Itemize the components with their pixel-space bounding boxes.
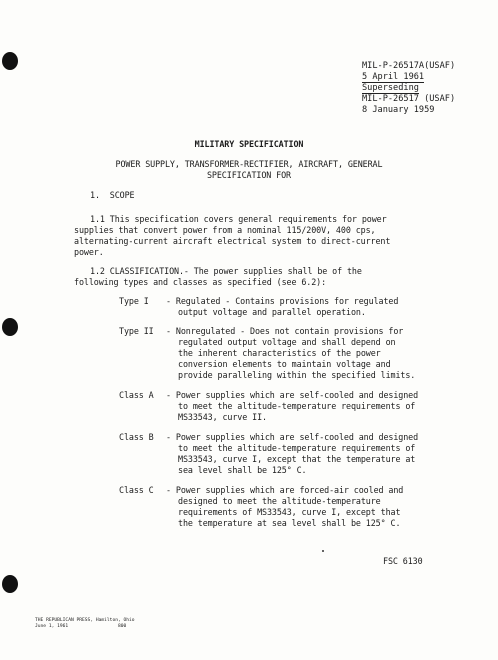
printer-name: THE REPUBLICAN PRESS, Hamilton, Ohio [35, 618, 135, 623]
paragraph-line: supplies that convert power from a nominal 115/200V, 400 cps, [74, 225, 376, 235]
classification-text: regulated output voltage and shall depend on [178, 337, 396, 347]
doc-date: 5 April 1961 [362, 72, 425, 82]
classification-text: to meet the altitude-temperature requirements of [178, 401, 416, 411]
punch-hole-bottom [2, 575, 18, 593]
classification-text: - Regulated - Contains provisions for regulated [166, 296, 399, 306]
section-heading [90, 190, 135, 201]
classification-text: MS33543, curve II. [178, 412, 267, 422]
classification-label: Class A [119, 390, 154, 400]
classification-label: Class B [119, 432, 154, 442]
paragraph-line: following types and classes as specified (see 6.2): [74, 277, 327, 287]
classification-text: output voltage and parallel operation. [178, 307, 366, 317]
classification-text: the inherent characteristics of the power [178, 348, 381, 358]
doc-number: MIL-P-26517A(USAF) [362, 61, 456, 71]
classification-text: - Power supplies which are forced-air cooled and [166, 485, 404, 495]
spec-title-line1: POWER SUPPLY, TRANSFORMER-RECTIFIER, AIRCRAFT, GENERAL [115, 159, 383, 169]
spec-title-line2: SPECIFICATION FOR [206, 170, 292, 180]
classification-text: the temperature at sea level shall be 125° C. [178, 518, 401, 528]
superseded-number: MIL-P-26517 (USAF) [362, 94, 456, 104]
superseding-label: Superseding [362, 83, 419, 93]
paragraph-line: 1.2 CLASSIFICATION.- The power supplies shall be of the [90, 266, 362, 276]
classification-text: to meet the altitude-temperature requirements of [178, 443, 416, 453]
fsc-code: FSC 6130 [383, 556, 423, 566]
paragraph-line: 1.1 This specification covers general requirements for power [90, 214, 387, 224]
classification-label: Type II [119, 326, 154, 336]
print-run: 800 [118, 624, 127, 629]
section-number: 1. [90, 190, 100, 200]
punch-hole-top [2, 52, 18, 70]
classification-text: designed to meet the altitude-temperature [178, 496, 381, 506]
classification-text: sea level shall be 125° C. [178, 465, 307, 475]
print-date: June 1, 1961 [35, 624, 69, 629]
ink-speck [322, 550, 324, 552]
classification-label: Class C [119, 485, 154, 495]
classification-text: requirements of MS33543, curve I, except that [178, 507, 401, 517]
superseded-date: 8 January 1959 [362, 105, 435, 115]
classification-text: - Power supplies which are self-cooled and designed [166, 432, 419, 442]
paragraph-line: alternating-current aircraft electrical system to direct-current [74, 236, 391, 246]
classification-text: - Nonregulated - Does not contain provisions for [166, 326, 404, 336]
classification-text: - Power supplies which are self-cooled and designed [166, 390, 419, 400]
classification-text: MS33543, curve I, except that the temperature at [178, 454, 416, 464]
paragraph-line: power. [74, 247, 104, 257]
section-title: SCOPE [109, 190, 135, 200]
classification-text: conversion elements to maintain voltage and [178, 359, 391, 369]
classification-text: provide paralleling within the specified limits. [178, 370, 416, 380]
military-specification-title: MILITARY SPECIFICATION [194, 139, 304, 149]
punch-hole-middle [2, 318, 18, 336]
classification-label: Type I [119, 296, 149, 306]
